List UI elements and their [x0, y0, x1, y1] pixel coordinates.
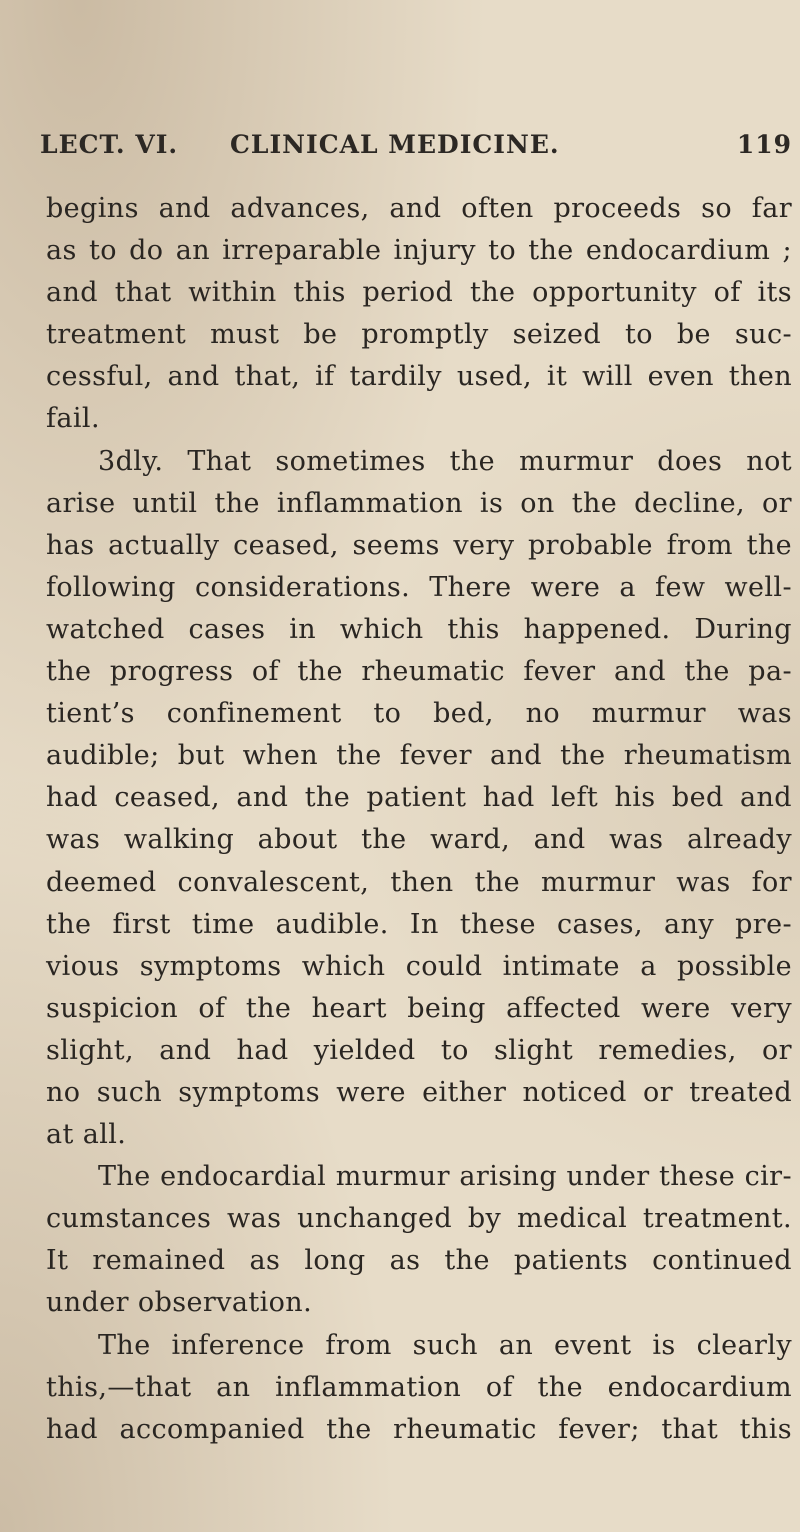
text-line: begins and advances, and often proceeds so far	[46, 193, 792, 224]
page-number: 119	[736, 130, 792, 159]
text-line: tient’s confinement to bed, no murmur was	[46, 698, 792, 730]
text-line: deemed convalescent, then the murmur was for	[46, 866, 792, 898]
text-line: cumstances was unchanged by medical treatment.	[46, 1203, 792, 1235]
text-line: has actually ceased, seems very probable from the	[46, 529, 792, 561]
text-line: this,—that an inflammation of the endocardium	[46, 1371, 792, 1403]
body-text	[46, 188, 792, 1451]
text-line: suspicion of the heart being affected were very	[46, 992, 792, 1024]
text-line: 3dly. That sometimes the murmur does not	[98, 445, 792, 477]
text-line: had ceased, and the patient had left his bed and	[46, 782, 792, 814]
running-head	[40, 130, 792, 180]
book-title: CLINICAL MEDICINE.	[230, 130, 560, 159]
text-line: had accompanied the rheumatic fever; that this	[46, 1413, 792, 1445]
text-line: vious symptoms which could intimate a possible	[46, 950, 792, 982]
text-line: under observation.	[46, 1287, 313, 1319]
text-line: treatment must be promptly seized to be suc-	[46, 319, 792, 351]
text-line: The endocardial murmur arising under these cir-	[98, 1161, 792, 1193]
text-line: at all.	[46, 1119, 127, 1151]
text-line: arise until the inflammation is on the decline, or	[46, 487, 792, 519]
text-line: and that within this period the opportunity of its	[46, 277, 792, 309]
text-line: watched cases in which this happened. During	[46, 613, 792, 645]
text-line: It remained as long as the patients continued	[46, 1245, 792, 1277]
text-line: slight, and had yielded to slight remedies, or	[46, 1034, 792, 1066]
text-line: audible; but when the fever and the rheumatism	[46, 740, 792, 772]
text-line: was walking about the ward, and was already	[46, 824, 792, 856]
text-line: no such symptoms were either noticed or treated	[46, 1076, 792, 1108]
lecture-label: LECT. VI.	[40, 130, 179, 159]
text-line: cessful, and that, if tardily used, it will even then	[46, 361, 792, 393]
text-line: the first time audible. In these cases, any pre-	[46, 908, 792, 940]
text-line: the progress of the rheumatic fever and the pa-	[46, 656, 792, 688]
text-line: The inference from such an event is clearly	[98, 1329, 792, 1361]
text-line: fail.	[46, 403, 100, 435]
text-line: as to do an irreparable injury to the endocardium ;	[46, 235, 792, 267]
text-line: following considerations. There were a few well-	[46, 571, 792, 603]
